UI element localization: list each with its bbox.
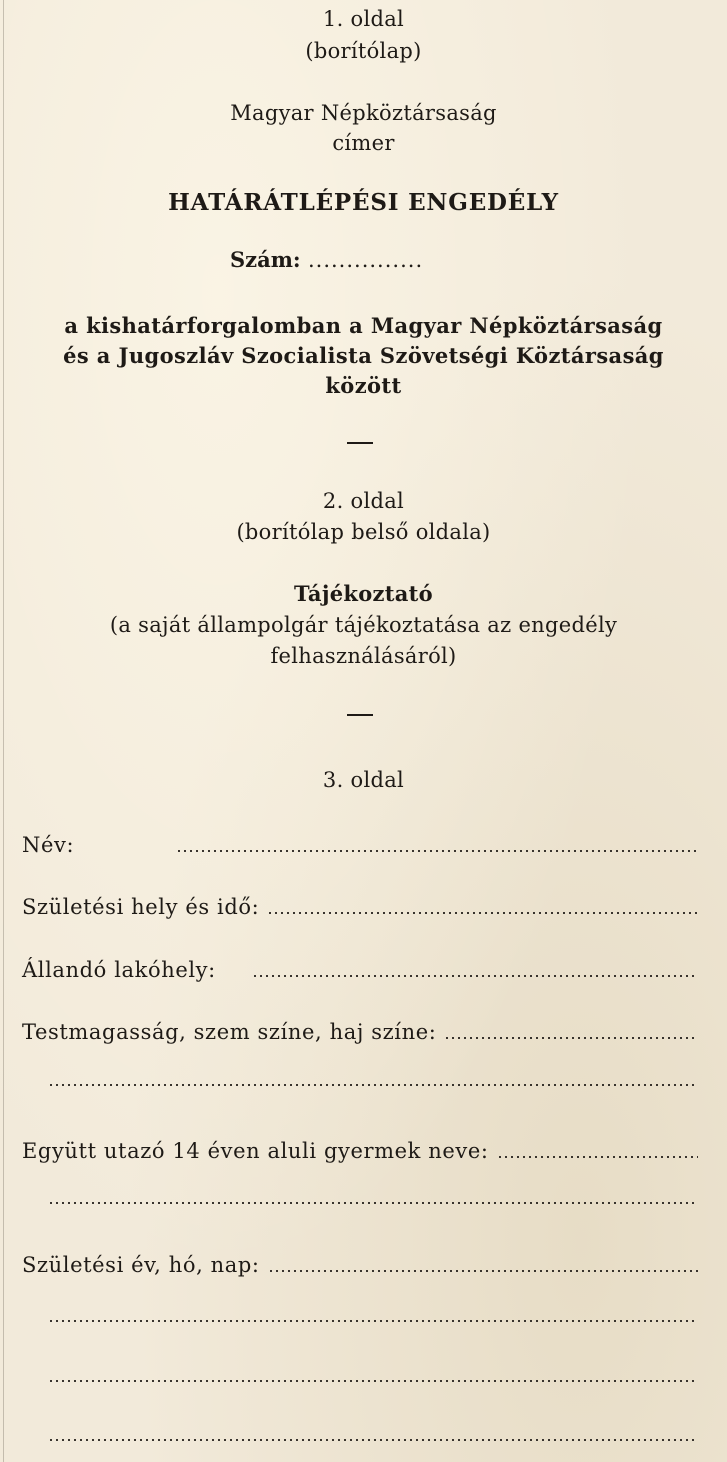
- description-line-1: a kishatárforgalomban a Magyar Népköztársaság: [64, 313, 663, 338]
- field-children: [22, 1132, 698, 1166]
- section-divider-2: [347, 714, 373, 716]
- permit-number: [230, 247, 423, 272]
- field-residence-blank: [252, 973, 698, 979]
- description-line-2: és a Jugoszláv Szocialista Szövetségi Köztársaság: [63, 343, 664, 368]
- section-divider-1: [347, 442, 373, 444]
- field-birth-place-date-label: Születési hely és idő:: [22, 895, 260, 919]
- field-residence: [22, 951, 698, 985]
- crest-placeholder: címer: [332, 131, 395, 155]
- field-name-blank: [176, 848, 698, 854]
- field-residence-label: Állandó lakóhely:: [22, 958, 216, 982]
- info-line-1: (a saját állampolgár tájékoztatása az engedély: [109, 613, 618, 637]
- page3-heading: 3. oldal: [322, 768, 405, 792]
- field-birth-place-date: [22, 888, 698, 922]
- field-physical: [22, 1013, 698, 1047]
- permit-number-label: Szám:: [230, 247, 301, 272]
- field-children-label: Együtt utazó 14 éven aluli gyermek neve:: [22, 1139, 489, 1163]
- permit-number-value: ...............: [307, 248, 424, 272]
- field-physical-blank: [444, 1035, 698, 1041]
- field-birth-date-blank-line-2: [48, 1318, 698, 1324]
- field-name-label: Név:: [22, 833, 75, 857]
- info-title: Tájékoztató: [294, 581, 433, 606]
- field-birth-date-blank: [268, 1268, 698, 1274]
- page-edge: [3, 0, 4, 1462]
- page1-subheading: (borítólap): [305, 39, 422, 63]
- field-name: [22, 826, 698, 860]
- field-birth-date-blank-line-3: [48, 1378, 698, 1384]
- field-birth-place-date-blank: [267, 910, 698, 916]
- info-line-2: felhasználásáról): [270, 644, 457, 668]
- page1-heading: 1. oldal: [322, 7, 405, 31]
- page2-subheading: (borítólap belső oldala): [236, 520, 491, 544]
- description-line-3: között: [325, 373, 402, 398]
- document-title: HATÁRÁTLÉPÉSI ENGEDÉLY: [168, 189, 559, 216]
- field-birth-date-label: Születési év, hó, nap:: [22, 1253, 260, 1277]
- field-children-blank: [497, 1154, 698, 1160]
- field-birth-date-blank-line-4: [48, 1437, 698, 1443]
- country-name: Magyar Népköztársaság: [230, 101, 497, 125]
- field-children-blank-line-2: [48, 1200, 698, 1206]
- field-birth-date: [22, 1246, 698, 1280]
- page2-heading: 2. oldal: [322, 489, 405, 513]
- field-physical-label: Testmagasság, szem színe, haj színe:: [22, 1020, 437, 1044]
- field-physical-blank-line-2: [48, 1082, 698, 1088]
